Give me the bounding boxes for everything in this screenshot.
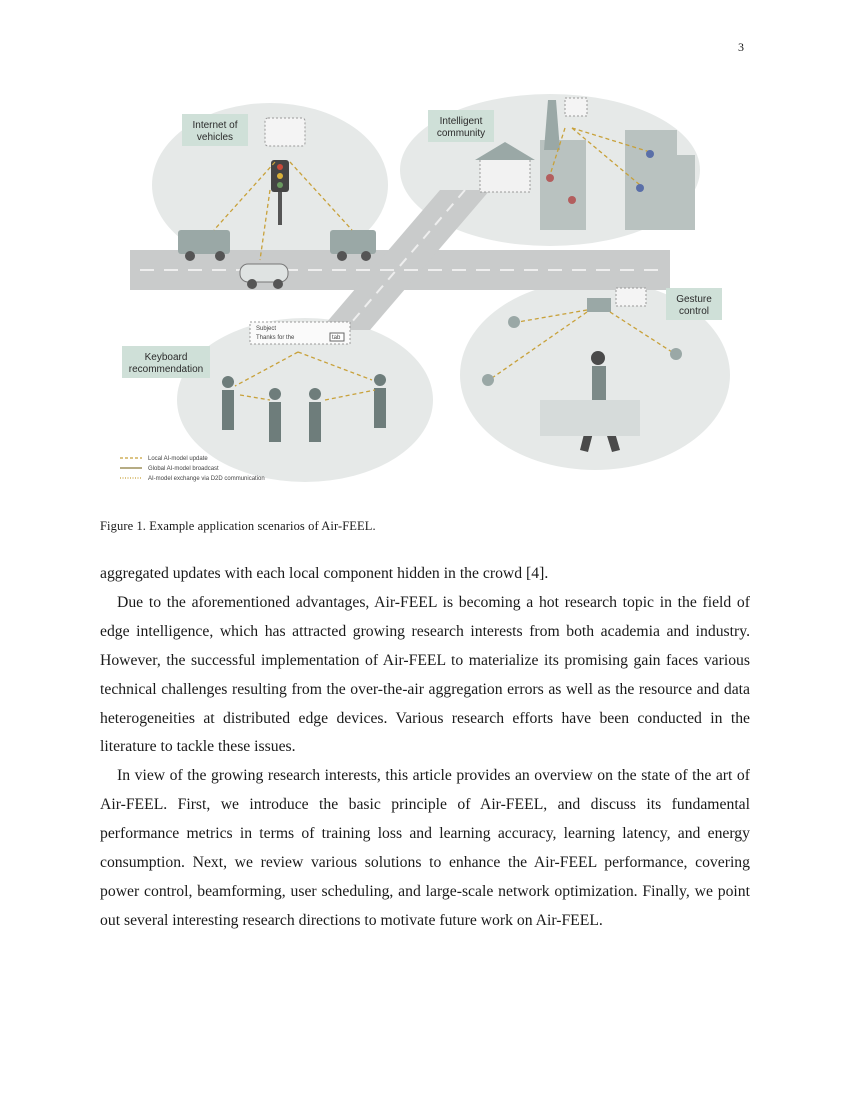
- page-number: 3: [738, 40, 744, 54]
- svg-text:recommendation: recommendation: [128, 364, 204, 375]
- map-icon: [265, 118, 305, 146]
- svg-text:tab: tab: [332, 335, 341, 341]
- camera-icon: [616, 288, 646, 306]
- body-text: [100, 560, 750, 936]
- svg-text:Keyboard: Keyboard: [144, 352, 188, 363]
- svg-text:Internet of: Internet of: [192, 120, 238, 131]
- svg-text:Local AI-model update: Local AI-model update: [148, 456, 208, 462]
- svg-text:Intelligent: Intelligent: [439, 116, 483, 127]
- sensor-icon: [670, 348, 682, 360]
- svg-text:AI-model exchange via D2D comm: AI-model exchange via D2D communication: [148, 476, 265, 482]
- svg-text:Subject: Subject: [256, 326, 277, 332]
- svg-text:vehicles: vehicles: [196, 132, 234, 143]
- house-icon: [480, 158, 530, 192]
- svg-text:Thanks for the: Thanks for the: [256, 335, 295, 341]
- paragraph: In view of the growing research interests, this article provides an overview on the state of the art of Air-FEEL. First, we introduce the basic principle of Air-FEEL, and discuss its fundamental performance metrics in terms of training loss and learning accuracy, learning latency, and energy consumption. Next, we review various solutions to enhance the Air-FEEL performance, covering power control, beamforming, user scheduling, and large-scale network optimization. Finally, we point out several interesting research directions to motivate future work on Air-FEEL.: [100, 767, 750, 929]
- meter-icon: [565, 98, 587, 116]
- paragraph: aggregated updates with each local component hidden in the crowd [4].: [100, 565, 549, 582]
- furniture-icon: [540, 400, 640, 436]
- figure-air-feel-scenarios: [110, 90, 750, 490]
- svg-text:Global AI-model broadcast: Global AI-model broadcast: [148, 466, 219, 472]
- sensor-icon: [482, 374, 494, 386]
- paragraph: Due to the aforementioned advantages, Air-FEEL is becoming a hot research topic in the field of edge intelligence, which has attracted growing research interests from both academia and industry. However, the successful implementation of Air-FEEL to materialize its promising gain faces various technical challenges resulting from the over-the-air aggregation errors as well as the resource and data heterogeneities at distributed edge devices. Various research efforts have been conducted in the literature to tackle these issues.: [100, 593, 750, 756]
- svg-text:community: community: [436, 128, 486, 139]
- sensor-icon: [508, 316, 520, 328]
- router-icon: [587, 298, 611, 312]
- scenario-illustration: [110, 90, 750, 490]
- figure-caption: Figure 1. Example application scenarios of Air-FEEL.: [100, 519, 376, 533]
- svg-text:control: control: [678, 306, 710, 317]
- svg-text:Gesture: Gesture: [676, 294, 712, 305]
